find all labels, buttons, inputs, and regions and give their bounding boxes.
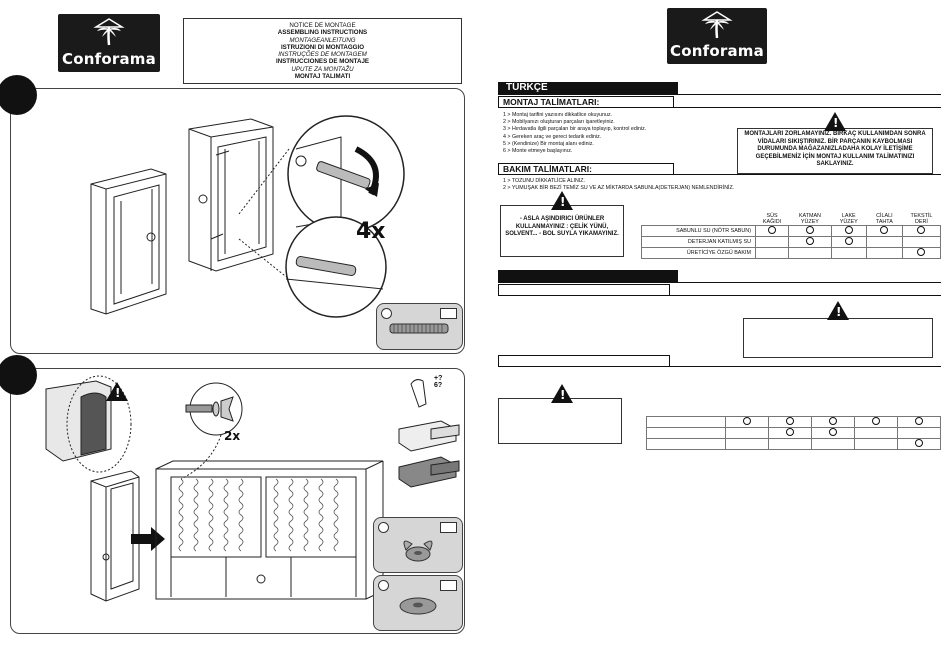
part-tag [440,522,457,533]
palm-tree-icon [92,17,126,47]
assembly-steps [503,112,733,155]
care-table-blank [646,398,941,450]
column-header [769,398,812,417]
check-circle-icon [880,226,888,234]
brand-name: Conforama [62,50,156,68]
section-rule [498,282,941,283]
table-cell [812,439,855,450]
table-cell [831,248,866,259]
list-item: 1 > TOZUNU DİKKATLİCE ALINIZ. [503,178,585,184]
conforama-logo-left [58,14,160,72]
step-2-multiplier: 2x [224,429,241,443]
part-tag [440,308,457,319]
question-marks: +? 6? [434,375,443,389]
table-cell [902,237,940,248]
list-item: 6 > Monte etmeye başlayınız. [503,148,573,155]
check-circle-icon [917,226,925,234]
list-item: 5 > (Kendinize) Bir montaj alanı ediniz. [503,140,594,147]
assembly-rule [498,107,941,108]
column-header [855,398,898,417]
list-item: 4 > Gereken araç ve gereci tedarik ediniz. [503,133,602,140]
threaded-rod-icon [389,322,451,336]
conforama-logo-right [667,8,767,64]
check-circle-icon [915,439,923,447]
table-cell [902,226,940,237]
table-row [647,417,941,428]
table-cell [756,248,789,259]
care-steps [503,178,803,192]
warning-icon [106,382,128,401]
care-title: BAKIM TALİMATLARI: [498,163,674,174]
column-header: SÜS KAĞIDI [756,207,789,226]
brand-name: Conforama [670,42,764,60]
table-cell [756,237,789,248]
abrasive-warning-text: - ASLA AŞINDIRICI ÜRÜNLER KULLANMAYINIZ : ÇELİK YÜNÜ, SOLVENT... - BOL SUYLA YIKAMAYINIZ. [505,216,619,238]
table-cell [898,428,941,439]
row-label [647,439,726,450]
table-row [642,226,941,237]
table-cell [789,237,832,248]
check-circle-icon [829,417,837,425]
table-cell [855,417,898,428]
warning-icon [551,191,573,210]
check-circle-icon [829,428,837,436]
warning-icon [824,112,846,131]
care-table [641,207,941,259]
column-header: TEKSTİL DERİ [902,207,940,226]
table-cell [898,439,941,450]
abrasive-warning-box-blank [498,398,622,444]
row-label: ÜRETİCİYE ÖZGÜ BAKIM [642,248,756,259]
step-2-part-box-wingnut [373,517,463,573]
abrasive-warning-box [500,205,624,257]
notice-line: ASSEMBLING INSTRUCTIONS [277,29,368,37]
table-cell [769,417,812,428]
assembly-title-blank [498,284,670,295]
care-rule-blank [498,366,941,367]
section-tab-blank [498,270,678,282]
washer-icon [396,594,440,618]
column-header: CİLALI TAHTA [866,207,902,226]
section-tab-turkish: TÜRKÇE [498,82,678,94]
check-circle-icon [786,417,794,425]
table-cell [812,417,855,428]
step-1-multiplier: 4x [356,219,386,244]
table-cell [866,237,902,248]
wing-nut-icon [396,532,440,564]
table-cell [726,439,769,450]
part-marker [378,580,389,591]
table-cell [831,237,866,248]
column-header [726,398,769,417]
notice-line: INSTRUCCIONES DE MONTAJE [275,58,370,66]
notice-title-box [183,18,462,84]
step-1-part-box [376,303,463,350]
table-cell [726,428,769,439]
notice-line: MONTAJ TALIMATI [294,73,351,81]
assembly-title: MONTAJ TALİMATLARI: [498,96,674,107]
list-item: 1 > Montaj tarifini yazısını dikkatlice okuyunuz. [503,112,613,118]
check-circle-icon [768,226,776,234]
warning-icon [827,301,849,320]
assembly-warning-box [737,128,933,174]
care-title-blank [498,355,670,366]
check-circle-icon [917,248,925,256]
notice-line: NOTICE DE MONTAGE [289,22,356,29]
list-item: 3 > Hırdavatla ilgili parçaları bir araya toplayıp, kontrol ediniz. [503,126,647,133]
table-cell [855,428,898,439]
check-circle-icon [743,417,751,425]
check-circle-icon [915,417,923,425]
palm-tree-icon [700,10,734,40]
table-row [647,428,941,439]
table-cell [902,248,940,259]
table-cell [855,439,898,450]
assembly-rule-blank [498,295,941,296]
step-2-panel [10,368,465,634]
row-label [647,417,726,428]
notice-line: MONTAGEANLEITUNG [289,36,356,44]
list-item: 2 > YUMUŞAK BİR BEZİ TEMİZ SU VE AZ MİKTARDA SABUNLA(DETERJAN) NEMLENDİRİNİZ. [503,185,735,192]
section-rule [498,94,941,95]
check-circle-icon [872,417,880,425]
row-label: SABUNLU SU (NÖTR SABUN) [642,226,756,237]
list-item: 2 > Mobilyanızı oluşturan parçaları işaretleyiniz. [503,119,615,126]
warning-icon [551,384,573,403]
table-cell [866,248,902,259]
check-circle-icon [786,428,794,436]
table-row [642,248,941,259]
notice-line: INSTRUÇÕES DE MONTAGEM [278,51,367,59]
table-cell [789,248,832,259]
row-label [647,428,726,439]
check-circle-icon [806,226,814,234]
check-circle-icon [845,237,853,245]
column-header [898,398,941,417]
notice-line: UPUTE ZA MONTAŽU [291,65,354,73]
table-cell [898,417,941,428]
table-cell [769,439,812,450]
table-row [642,237,941,248]
assembly-warning-box-blank [743,318,933,358]
notice-line: ISTRUZIONI DI MONTAGGIO [280,43,365,51]
check-circle-icon [845,226,853,234]
part-tag [440,580,457,591]
part-marker [378,522,389,533]
column-header [647,398,726,417]
table-corner [642,207,756,226]
table-cell [866,226,902,237]
assembly-warning-text: MONTAJLARI ZORLAMAYINIZ. BİRKAÇ KULLANIMDAN SONRA VİDALARI SIKIŞTIRINIZ. BİR PARÇANIN KAYBOLMASI DURUMUNDA MAĞAZANIZLADAHA KOLAY İLETİŞİME GEÇEBİLMENİZ İÇİN MONTAJ KULLANIM TALİMATINIZI SAKLAYINIZ. [744,131,926,168]
table-cell [769,428,812,439]
step-2-part-box-washer [373,575,463,631]
step-1-panel [10,88,465,354]
table-cell [789,226,832,237]
column-header [812,398,855,417]
care-rule [498,174,941,175]
table-cell [831,226,866,237]
table-row [647,439,941,450]
column-header: KATMAN YÜZEY [789,207,832,226]
column-header: LAKE YÜZEY [831,207,866,226]
table-cell [812,428,855,439]
table-cell [726,417,769,428]
part-marker [381,308,392,319]
table-cell [756,226,789,237]
check-circle-icon [806,237,814,245]
row-label: DETERJAN KATILMIŞ SU [642,237,756,248]
